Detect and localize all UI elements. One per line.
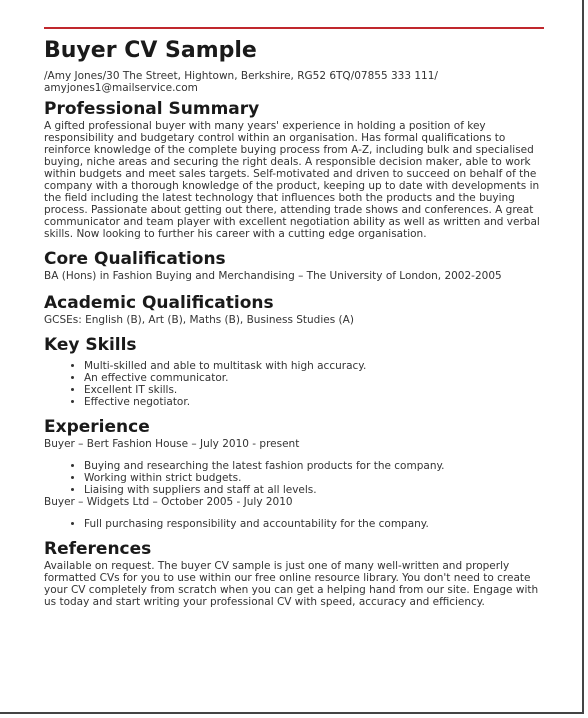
section-heading: Experience bbox=[44, 417, 150, 437]
section-heading: References bbox=[44, 539, 152, 559]
academic-qualification-text: GCSEs: English (B), Art (B), Maths (B), Business Studies (A) bbox=[44, 314, 354, 326]
job-duties-list bbox=[44, 460, 544, 496]
page-title: Buyer CV Sample bbox=[44, 38, 257, 63]
section-academic-qualifications bbox=[44, 292, 544, 326]
section-heading: Core Qualifications bbox=[44, 249, 226, 269]
list-item: • Multi-skilled and able to multitask with high accuracy. bbox=[84, 360, 544, 372]
list-item: • Buying and researching the latest fashion products for the company. bbox=[84, 460, 544, 472]
job-duties-list bbox=[44, 518, 544, 530]
contact-details: /Amy Jones/30 The Street, Hightown, Berkshire, RG52 6TQ/07855 333 111/ amyjones1@mailservice.com bbox=[44, 70, 438, 94]
section-core-qualifications bbox=[44, 248, 544, 282]
section-heading: Professional Summary bbox=[44, 99, 260, 119]
cv-content bbox=[44, 36, 544, 608]
section-references bbox=[44, 538, 544, 608]
list-item: • Effective negotiator. bbox=[84, 396, 544, 408]
section-heading: Key Skills bbox=[44, 335, 137, 355]
references-text: Available on request. The buyer CV sample is just one of many well-written and properly formatted CVs for you to use within our free online resource library. You don't need to create your CV completely from scratch when you can get a helping hand from our site. Engage with us today and start writing your professional CV with speed, accuracy and efficiency. bbox=[44, 560, 539, 608]
accent-rule bbox=[44, 27, 544, 29]
section-experience bbox=[44, 416, 544, 530]
list-item: • Working within strict budgets. bbox=[84, 472, 544, 484]
section-professional-summary bbox=[44, 98, 544, 240]
list-item: • Liaising with suppliers and staff at all levels. bbox=[84, 484, 544, 496]
core-qualification-text: BA (Hons) in Fashion Buying and Merchandising – The University of London, 2002-2005 bbox=[44, 270, 502, 282]
summary-text: A gifted professional buyer with many years' experience in holding a position of key responsibility and budgetary control within an organisation. Has formal qualifications to reinforce knowledge of the complete buying process from A-Z, including bulk and specialised buying, niche areas and securing the right deals. A responsible decision maker, able to work within budgets and meet sales targets. Self-motivated and driven to succeed on behalf of the company with a thorough knowledge of the product, keeping up to date with developments in the field including the latest technology that influences both the products and the buying process. Passionate about getting out there, attending trade shows and conferences. A great communicator and team player with excellent negotiation ability as well as written and verbal skills. Now looking to further his career with a cutting edge organisation. bbox=[44, 120, 540, 240]
job-title: Buyer – Bert Fashion House – July 2010 - present bbox=[44, 438, 300, 450]
job-title: Buyer – Widgets Ltd – October 2005 - July 2010 bbox=[44, 496, 293, 508]
list-item: • Full purchasing responsibility and accountability for the company. bbox=[84, 518, 544, 530]
list-item: • An effective communicator. bbox=[84, 372, 544, 384]
section-key-skills bbox=[44, 334, 544, 408]
list-item: • Excellent IT skills. bbox=[84, 384, 544, 396]
skills-list bbox=[44, 360, 544, 408]
section-heading: Academic Qualifications bbox=[44, 293, 274, 313]
